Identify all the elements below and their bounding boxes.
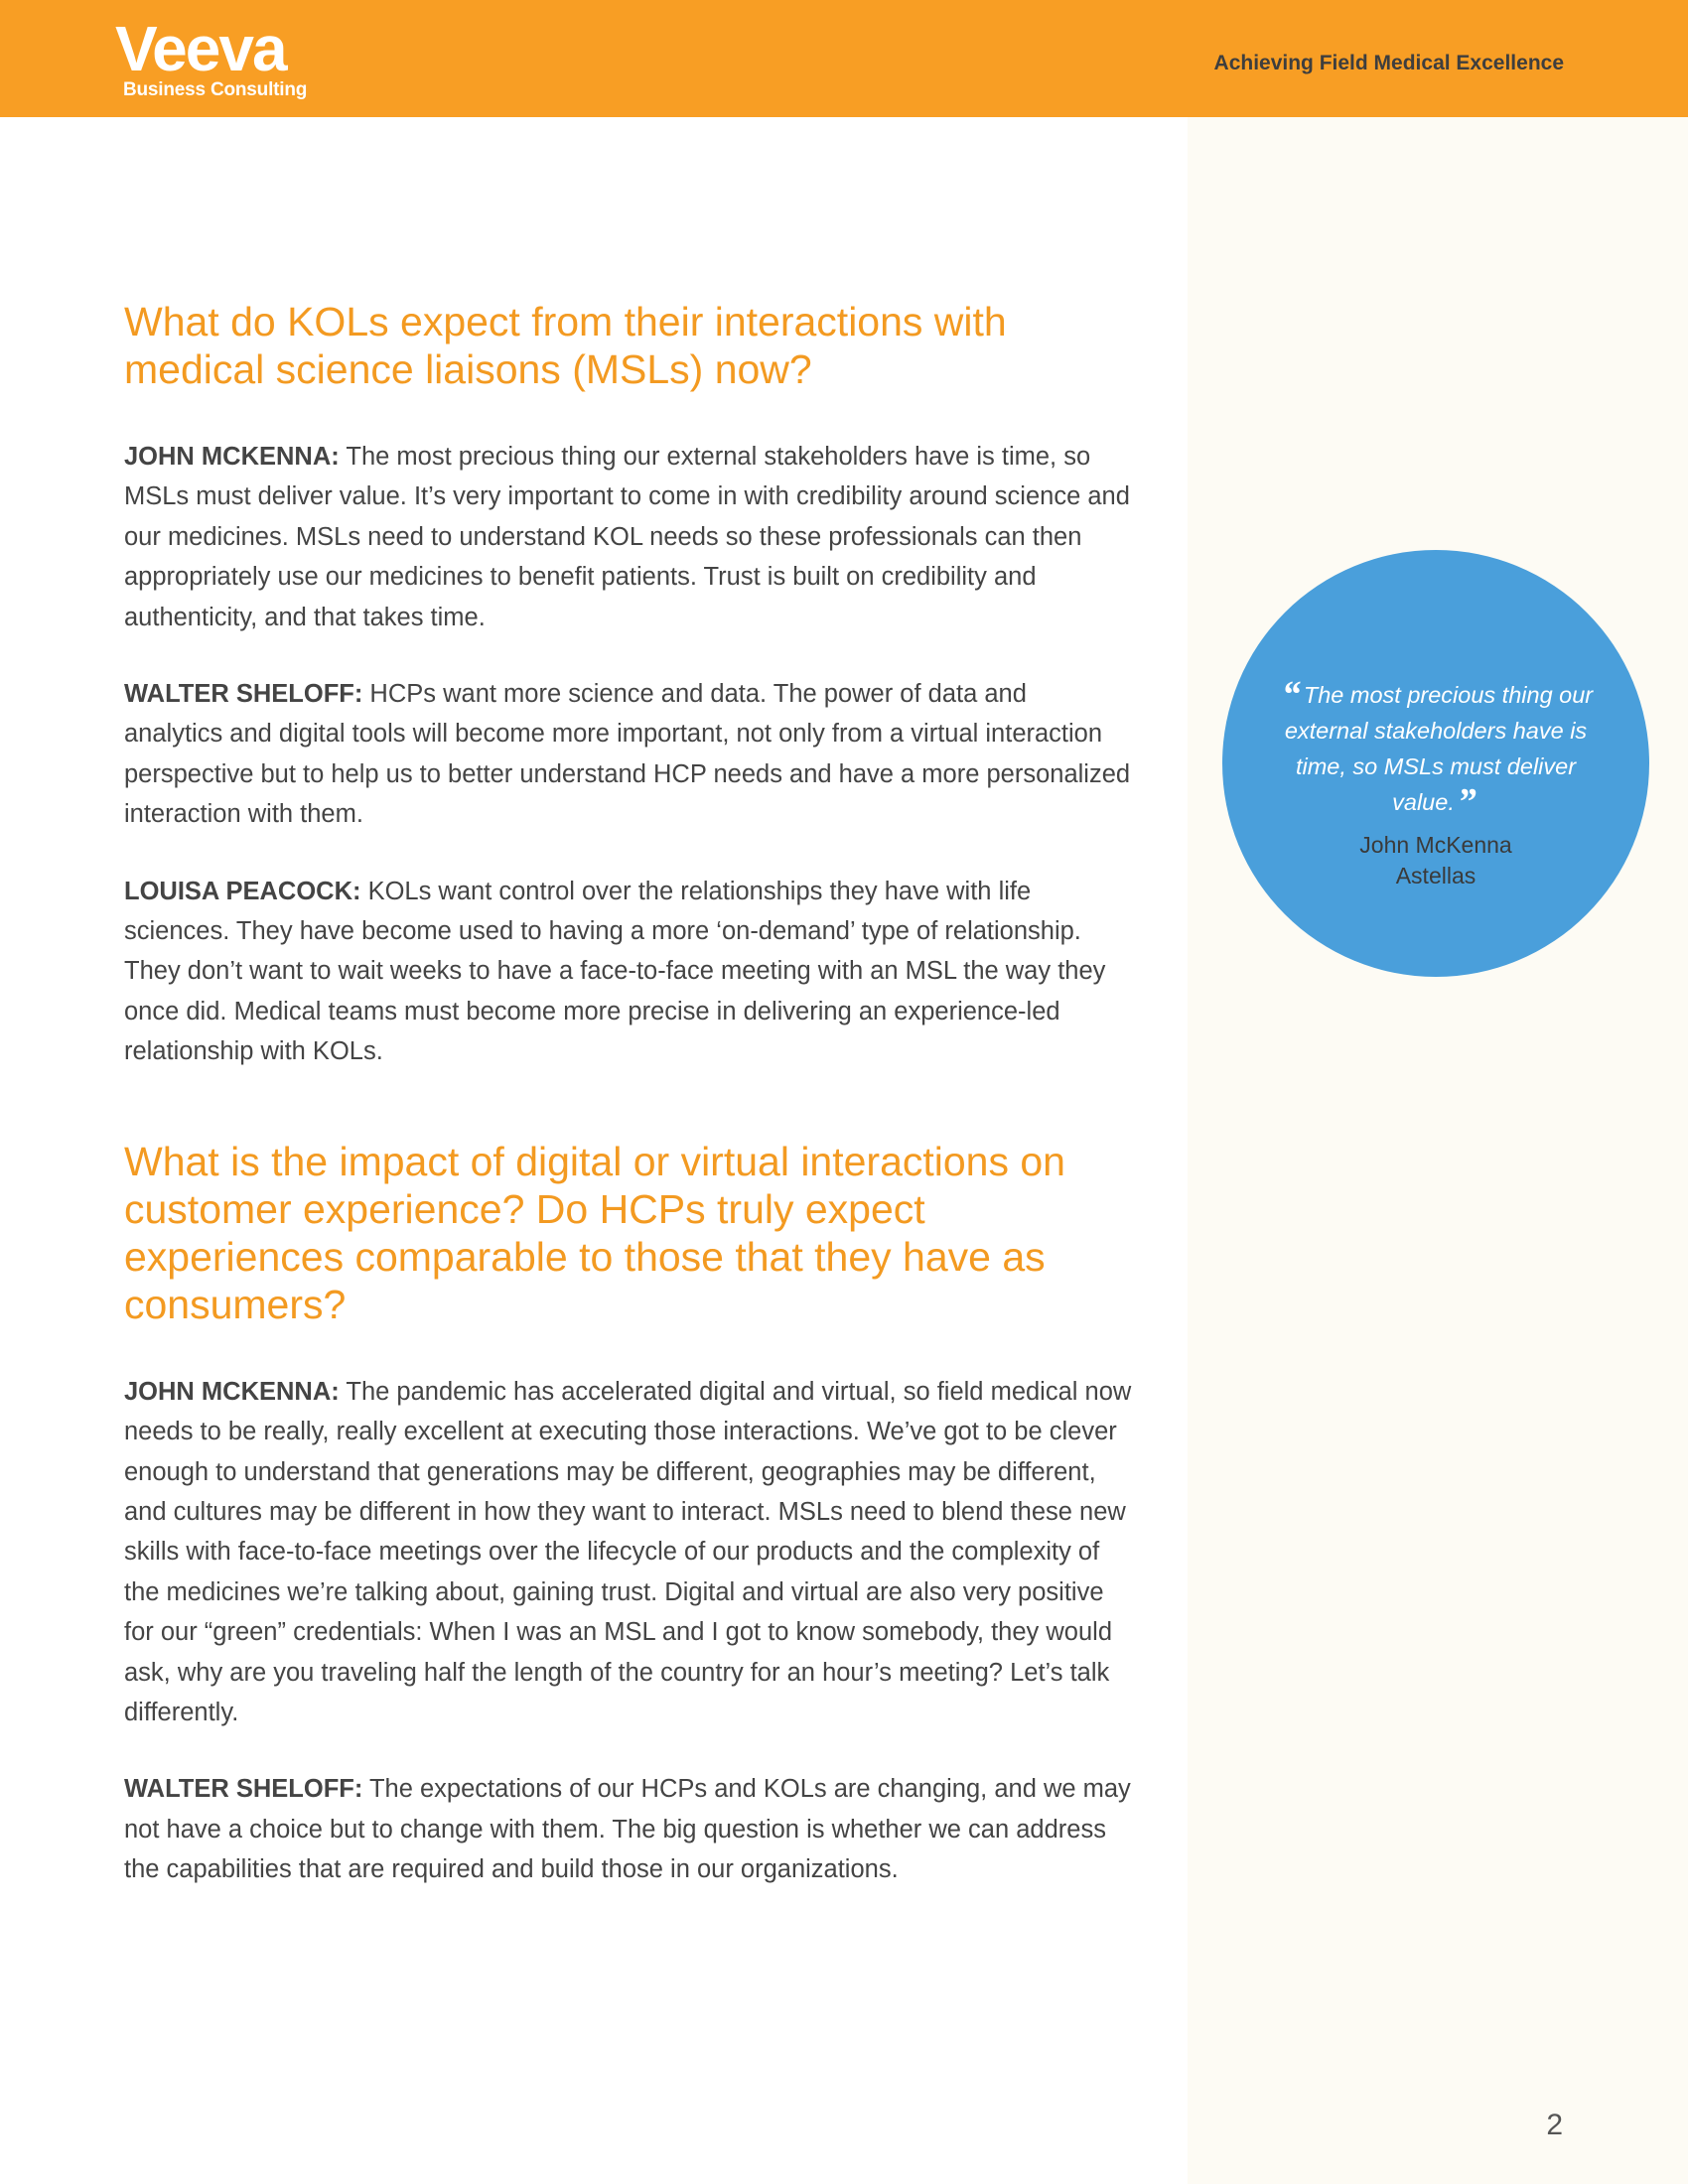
- section-digital-impact: [124, 1138, 1132, 1890]
- section-kol-expectations: [124, 298, 1132, 1072]
- logo-subtitle: Business Consulting: [123, 79, 308, 100]
- section-heading: What do KOLs expect from their interactions with medical science liaisons (MSLs) now?: [124, 299, 1007, 392]
- quote-organization: Astellas: [1395, 863, 1477, 888]
- speaker-name: WALTER SHELOFF:: [124, 1775, 363, 1804]
- answer-text: KOLs want control over the relationships they have with life sciences. They have become used to having a more ‘on-demand’ type of relationship. They don’t want to wait weeks to have a face-to-face meeting with an MSL the way they once did. Medical teams must become more precise in delivering an experience-led relationship with KOLs.: [124, 877, 1106, 1066]
- pull-quote-circle: [1222, 550, 1649, 977]
- answer-text: HCPs want more science and data. The power of data and analytics and digital tools will become more important, not only from a virtual interaction perspective but to help us to better understand HCP needs and have a more personalized interaction with them.: [124, 680, 1131, 829]
- answer-paragraph: [124, 674, 1132, 835]
- veeva-logo: [115, 13, 308, 101]
- page-header: [0, 0, 1688, 117]
- quote-author: John McKenna: [1359, 832, 1512, 858]
- answer-text: The most precious thing our external stakeholders have is time, so MSLs must deliver value. It’s very important to come in with credibility around science and our medicines. MSLs need to understand KOL needs so these professionals can then appropriately use our medicines to benefit patients. Trust is built on credibility and authenticity, and that takes time.: [124, 443, 1130, 631]
- answer-paragraph: [124, 1769, 1132, 1889]
- sidebar-panel: [1188, 117, 1688, 2184]
- speaker-name: WALTER SHELOFF:: [124, 680, 363, 709]
- open-quote-mark: “: [1281, 674, 1301, 716]
- page-number: 2: [1546, 2109, 1563, 2141]
- pull-quote-attribution: [1272, 830, 1600, 891]
- main-content: [124, 298, 1132, 1890]
- speaker-name: JOHN MCKENNA:: [124, 1377, 340, 1406]
- close-quote-mark: ”: [1457, 781, 1477, 823]
- answer-paragraph: [124, 437, 1132, 637]
- answer-paragraph: [124, 1372, 1132, 1733]
- pull-quote-text: [1272, 674, 1600, 823]
- answer-paragraph: [124, 872, 1132, 1072]
- speaker-name: LOUISA PEACOCK:: [124, 877, 361, 905]
- logo-wordmark: Veeva: [115, 13, 286, 84]
- speaker-name: JOHN MCKENNA:: [124, 443, 340, 471]
- document-title: Achieving Field Medical Excellence: [1213, 52, 1564, 74]
- answer-text: The expectations of our HCPs and KOLs are changing, and we may not have a choice but to change with them. The big question is whether we can address the capabilities that are required and build those in our organizations.: [124, 1775, 1131, 1884]
- answer-text: The pandemic has accelerated digital and virtual, so field medical now needs to be really, really excellent at executing those interactions. We’ve got to be clever enough to understand that generations may be different, geographies may be different, and cultures may be different in how they want to interact. MSLs need to blend these new skills with face-to-face meetings over the lifecycle of our products and the complexity of the medicines we’re talking about, gaining trust. Digital and virtual are also very positive for our “green” credentials: When I was an MSL and I got to know somebody, they would ask, why are you traveling half the length of the country for an hour’s meeting? Let’s talk differently.: [124, 1377, 1132, 1726]
- quote-body: The most precious thing our external stakeholders have is time, so MSLs must deliver value.: [1284, 682, 1594, 815]
- section-heading: What is the impact of digital or virtual interactions on customer experience? Do HCPs truly expect experiences comparable to those that they have as consumers?: [124, 1138, 1065, 1327]
